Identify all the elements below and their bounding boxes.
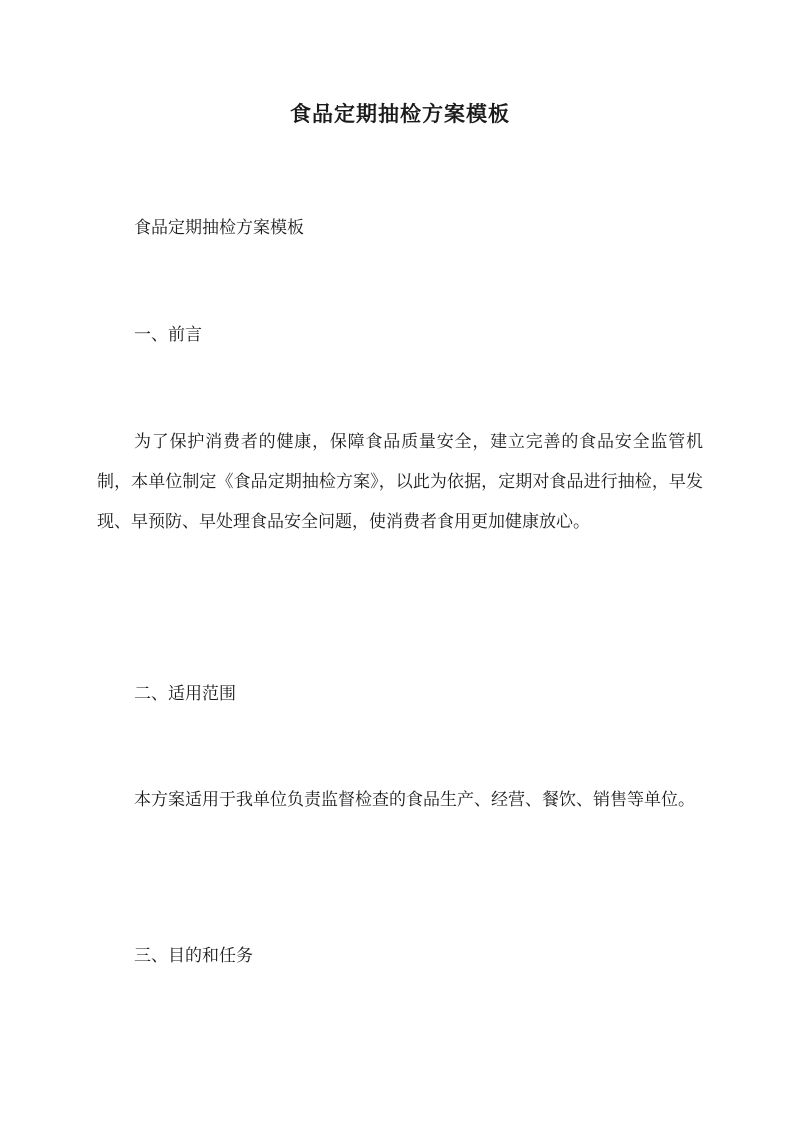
- section-heading-purpose: 三、目的和任务: [134, 946, 253, 966]
- document-title: 食品定期抽检方案模板: [290, 101, 510, 126]
- section-heading-scope: 二、适用范围: [134, 684, 236, 704]
- section-paragraph-preface: 为了保护消费者的健康，保障食品质量安全，建立完善的食品安全监管机制，本单位制定《食品定期抽检方案》，以此为依据，定期对食品进行抽检，早发现、早预防、早处理食品安全问题，使消费者食用更加健康放心。: [97, 432, 703, 532]
- section-paragraph-scope: 本方案适用于我单位负责监督检查的食品生产、经营、餐饮、销售等单位。: [134, 790, 695, 810]
- section-heading-preface: 一、前言: [134, 325, 202, 345]
- document-subtitle: 食品定期抽检方案模板: [134, 218, 304, 238]
